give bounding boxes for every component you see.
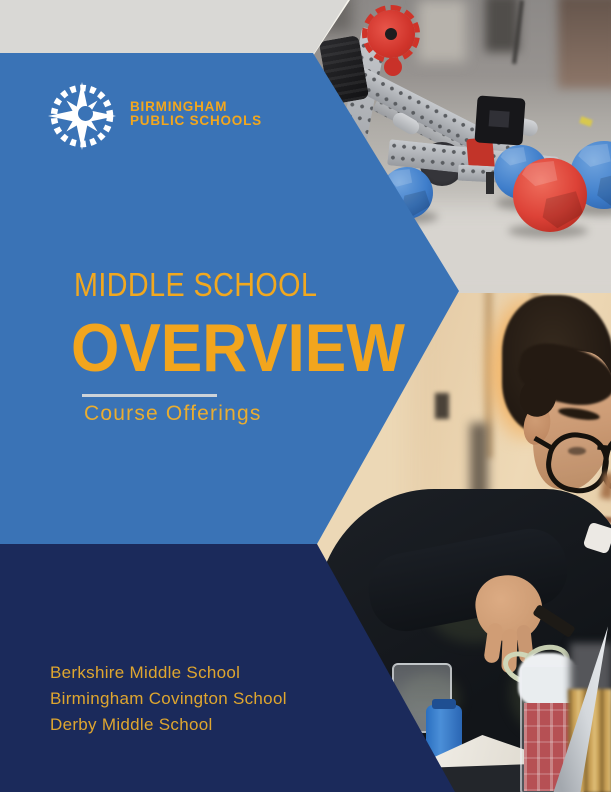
school-list-item: Berkshire Middle School — [50, 663, 241, 682]
robot-camera-box — [474, 95, 525, 145]
page-title-text: OVERVIEW — [71, 310, 405, 386]
school-list-item: Birmingham Covington School — [50, 689, 287, 708]
background-door — [418, 0, 466, 62]
title-kicker — [74, 266, 354, 304]
robot-red-gear — [367, 10, 415, 58]
floor-tape-mark — [579, 116, 593, 127]
divider-line — [82, 394, 217, 397]
background-pillar — [558, 0, 611, 88]
robot-post — [486, 172, 494, 194]
logo-line2: PUBLIC SCHOOLS — [130, 113, 262, 128]
robot-small-gear — [384, 58, 402, 76]
logo-wordmark — [130, 100, 262, 128]
title-kicker-text: MIDDLE SCHOOL — [74, 266, 318, 303]
school-list-item: Derby Middle School — [50, 715, 213, 734]
page-title — [71, 309, 436, 387]
game-ball-red — [513, 158, 587, 232]
student-glasses — [535, 413, 611, 495]
background-object — [435, 393, 449, 419]
logo-line1: BIRMINGHAM — [130, 99, 228, 114]
school-list — [50, 660, 287, 738]
subtitle: Course Offerings — [84, 402, 262, 425]
compass-rose-icon — [47, 81, 117, 151]
